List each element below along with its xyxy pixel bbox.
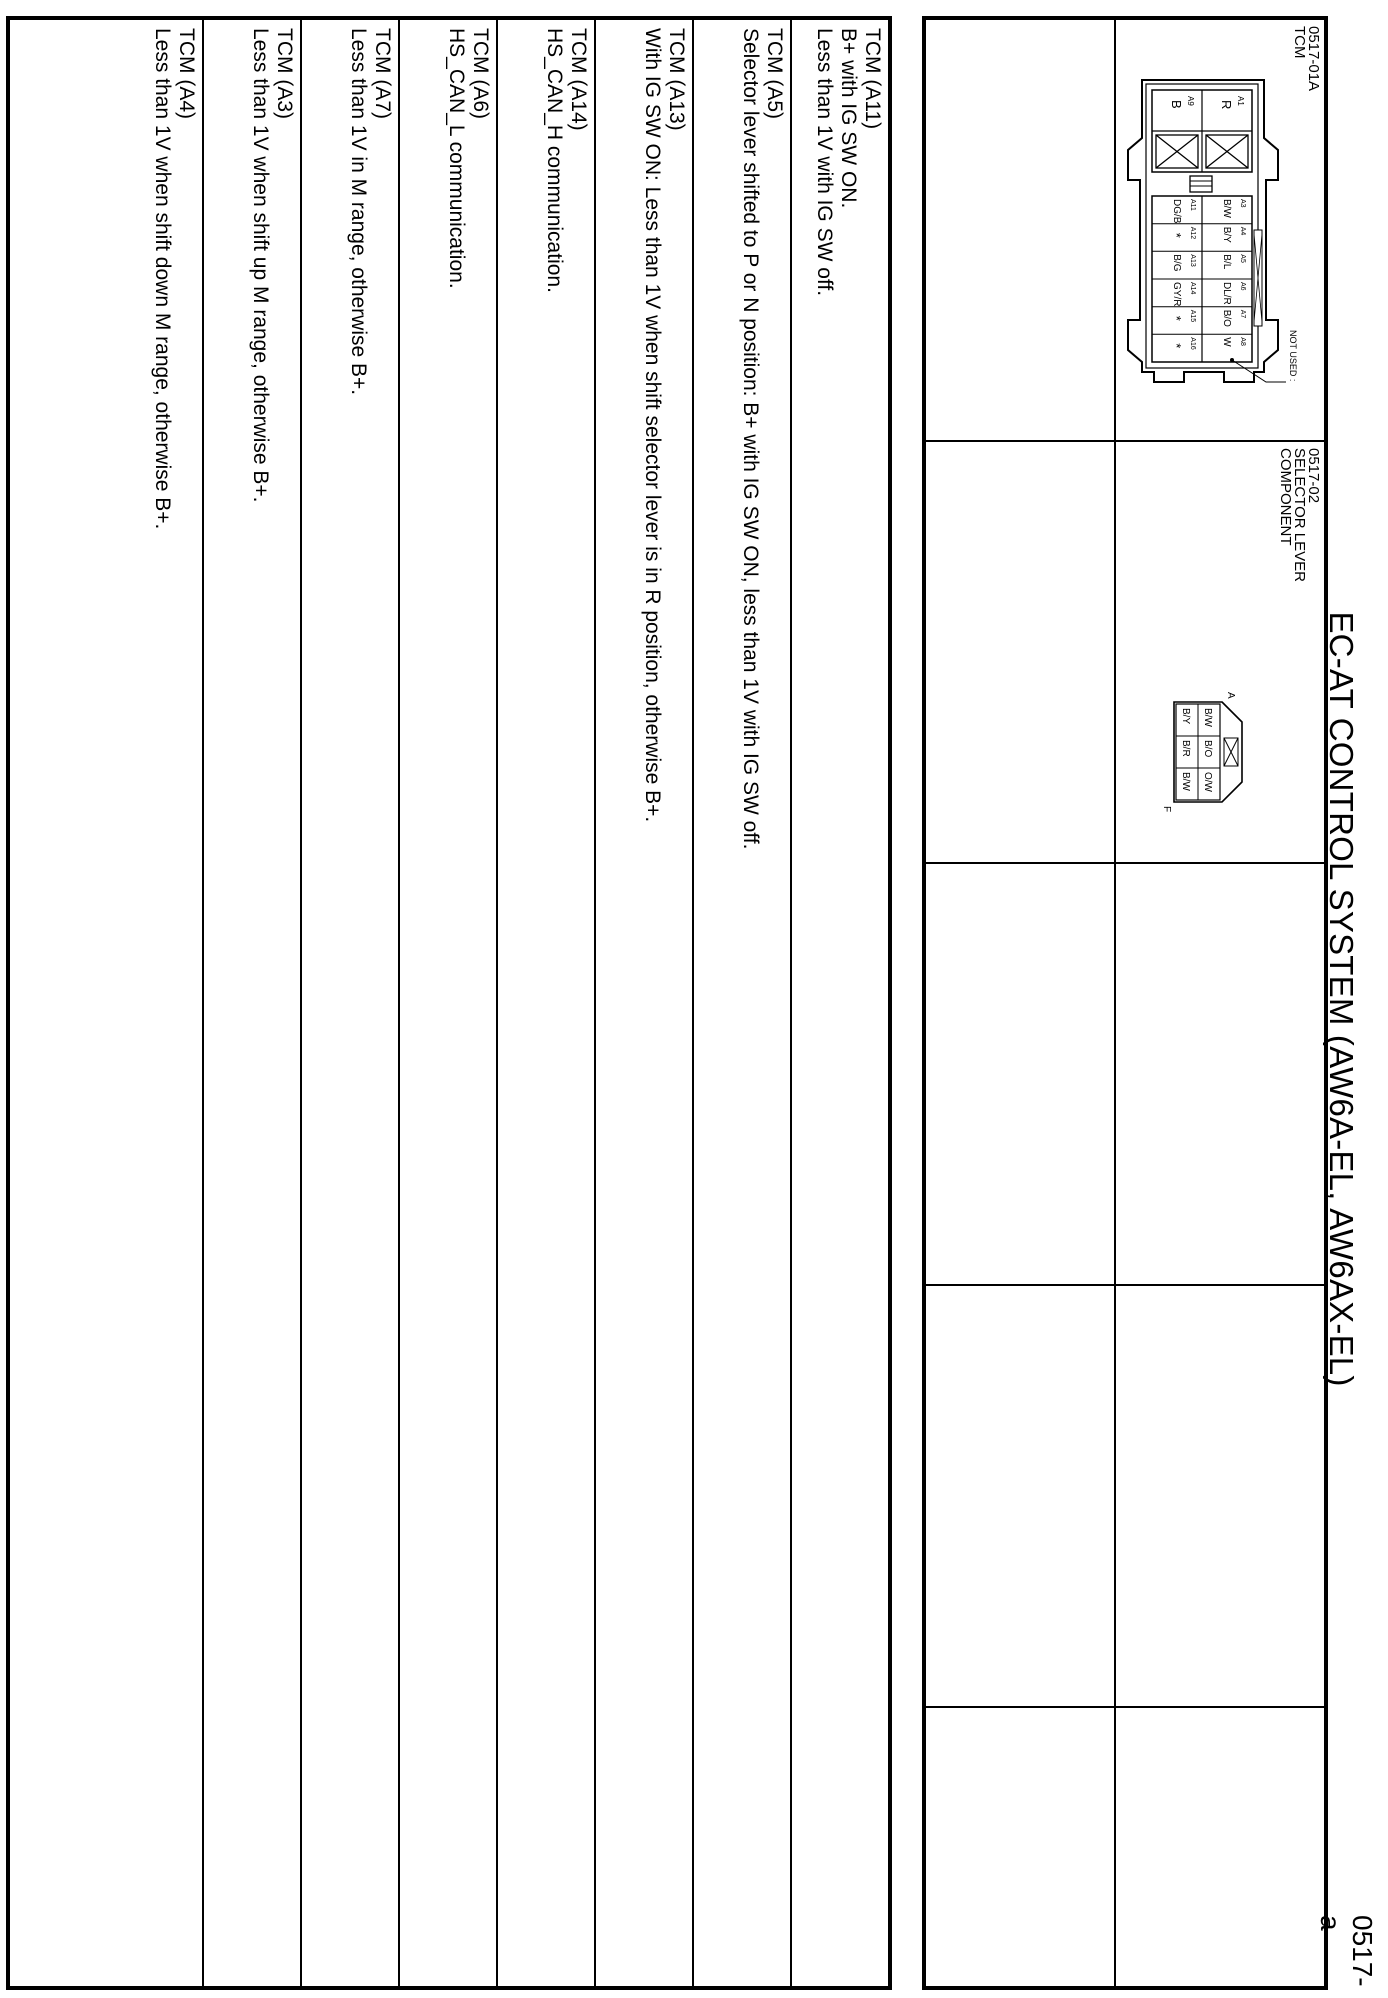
tcm-pin-a14-wire: GY/R <box>1171 282 1182 307</box>
connector-cell-empty <box>926 20 1114 442</box>
tcm-pin-a15-number: A15 <box>1189 309 1196 323</box>
tcm-pin-a8-wire: W <box>1221 337 1232 347</box>
table-row <box>496 20 594 1986</box>
tcm-pin-a5-wire: B/L <box>1221 254 1232 270</box>
table-row <box>202 20 300 1986</box>
tcm-connector-cell <box>1114 20 1324 442</box>
tcm-pin-a6-wire: DL/R <box>1221 282 1232 305</box>
selector-corner-f: F <box>1161 806 1172 813</box>
row-title: TCM (A6) <box>469 28 492 119</box>
connector-cell-empty <box>1114 1708 1324 1986</box>
connector-table <box>922 16 1328 1990</box>
row-title: TCM (A7) <box>371 28 394 119</box>
tcm-pin-a7-number: A7 <box>1239 309 1246 319</box>
table-row <box>104 20 202 1986</box>
table-row <box>692 20 790 1986</box>
tcm-pin-a3-wire: B/W <box>1221 199 1232 218</box>
tcm-pin-a11-number: A11 <box>1189 199 1196 211</box>
row-line: Less than 1V when shift up M range, otherwise B+. <box>249 28 272 503</box>
selector-pin-bottom-1: B/Y <box>1180 708 1191 725</box>
table-row <box>594 20 692 1986</box>
row-title: TCM (A5) <box>763 28 786 119</box>
tcm-connector-name: TCM <box>1291 26 1308 59</box>
selector-pin-bottom-3: B/W <box>1180 772 1191 791</box>
tcm-connector-diagram <box>1116 20 1324 440</box>
tcm-pin-a5-number: A5 <box>1239 254 1246 263</box>
connector-cell-empty <box>1114 1286 1324 1708</box>
page-title: EC-AT CONTROL SYSTEM (AW6A-EL, AW6AX-EL) <box>1323 611 1360 1387</box>
tcm-pin-a14-number: A14 <box>1189 282 1196 295</box>
tcm-pin-a1-number: A1 <box>1236 96 1245 106</box>
selector-connector-name-line1: SELECTOR LEVER <box>1291 448 1308 582</box>
tcm-pin-a9-number: A9 <box>1186 96 1195 106</box>
tcm-pin-a9-wire: B <box>1169 100 1184 109</box>
tcm-pin-a13-wire: B/G <box>1171 254 1182 272</box>
tcm-pin-a16-number: A16 <box>1189 337 1196 350</box>
connector-cell-empty <box>926 1708 1114 1986</box>
tcm-connector-code: 0517-01A <box>1305 26 1322 92</box>
tcm-pin-a16-wire: * <box>1169 343 1184 349</box>
tcm-pin-a8-number: A8 <box>1239 337 1246 346</box>
row-line: Less than 1V in M range, otherwise B+. <box>347 28 370 396</box>
connector-cell-empty <box>926 442 1114 864</box>
table-row <box>398 20 496 1986</box>
connector-cell-empty <box>1114 864 1324 1286</box>
table-row <box>790 20 888 1986</box>
row-title: TCM (A3) <box>273 28 296 119</box>
tcm-pin-a12-wire: * <box>1169 232 1184 238</box>
row-title: TCM (A11) <box>861 28 884 130</box>
selector-pin-top-3: O/W <box>1202 772 1213 792</box>
selector-connector-diagram <box>1116 442 1324 862</box>
selector-connector-name-line2: COMPONENT <box>1277 448 1294 546</box>
row-line: B+ with IG SW ON. <box>837 28 860 209</box>
row-title: TCM (A4) <box>175 28 198 119</box>
selector-connector-code: 0517-02 <box>1305 448 1322 504</box>
selector-corner-a: A <box>1225 692 1236 699</box>
tcm-pin-a13-number: A13 <box>1189 254 1196 267</box>
row-line: Less than 1V when shift down M range, otherwise B+. <box>151 28 174 530</box>
tcm-pin-a1-wire: R <box>1219 100 1234 110</box>
terminal-voltage-table <box>6 16 892 1990</box>
table-row <box>300 20 398 1986</box>
tcm-pin-a4-number: A4 <box>1239 226 1246 236</box>
selector-connector-cell <box>1114 442 1324 864</box>
row-title: TCM (A14) <box>567 28 590 131</box>
tcm-pin-a11-wire: DG/B <box>1171 199 1182 224</box>
row-line: With IG SW ON: Less than 1V when shift selector lever is in R position, otherwise B+. <box>641 28 664 823</box>
row-line: HS_CAN_H communication. <box>543 28 566 293</box>
selector-pin-top-1: B/W <box>1202 708 1213 727</box>
connector-cell-empty <box>926 1286 1114 1708</box>
selector-pin-top-2: B/O <box>1202 740 1213 758</box>
row-line: Less than 1V with IG SW off. <box>813 28 836 297</box>
row-line: HS_CAN_L communication. <box>445 28 468 289</box>
row-line: Selector lever shifted to P or N position: B+ with IG SW ON, less than 1V with IG SW off. <box>739 28 762 850</box>
row-title: TCM (A13) <box>665 28 688 131</box>
tcm-pin-a4-wire: B/Y <box>1221 226 1232 243</box>
page-code: 0517-a <box>1315 1915 1378 1987</box>
tcm-pin-a6-number: A6 <box>1239 282 1246 291</box>
tcm-pin-a12-number: A12 <box>1189 226 1196 240</box>
tcm-pin-a3-number: A3 <box>1239 199 1246 208</box>
tcm-not-used-label: NOT USED : <box>1288 330 1298 382</box>
selector-pin-bottom-2: B/R <box>1180 740 1191 757</box>
connector-cell-empty <box>926 864 1114 1286</box>
tcm-pin-a7-wire: B/O <box>1221 309 1232 327</box>
tcm-pin-a15-wire: * <box>1169 315 1184 321</box>
